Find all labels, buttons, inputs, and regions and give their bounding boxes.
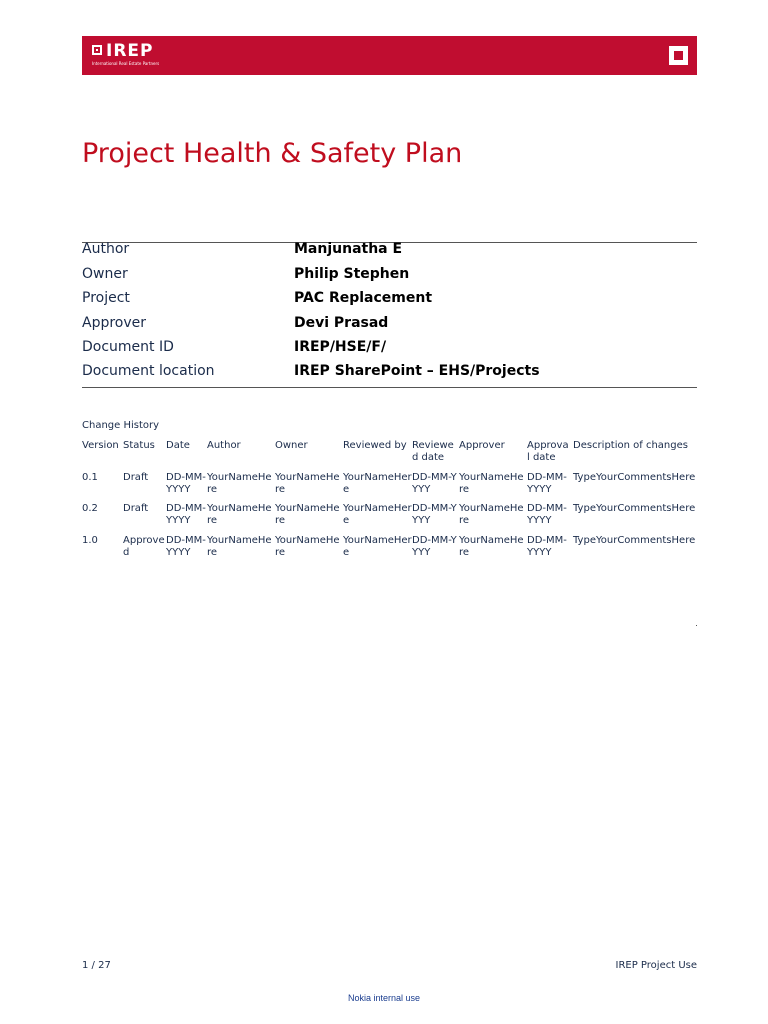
- table-header-cell: Approver: [459, 440, 505, 451]
- table-cell: YourNameHere: [459, 503, 524, 526]
- square-logo-icon: [669, 46, 688, 65]
- table-cell: TypeYourCommentsHere: [573, 535, 696, 546]
- metadata-row-project: [82, 290, 697, 314]
- metadata-value: PAC Replacement: [294, 290, 433, 306]
- table-cell: TypeYourCommentsHere: [573, 472, 696, 483]
- metadata-row-author: [82, 241, 697, 265]
- metadata-label: Approver: [82, 315, 147, 331]
- table-cell: DD-MM-YYYY: [166, 503, 206, 526]
- stray-mark: [696, 625, 697, 626]
- table-cell: YourNameHere: [275, 472, 340, 495]
- table-cell: 0.2: [82, 503, 98, 514]
- change-history-heading: Change History: [82, 420, 160, 431]
- metadata-value: Manjunatha E: [294, 241, 403, 257]
- metadata-value: IREP SharePoint – EHS/Projects: [294, 363, 540, 379]
- internal-use-label: Nokia internal use: [347, 993, 421, 1003]
- metadata-value: IREP/HSE/F/: [294, 339, 387, 355]
- logo-text: IREP: [106, 41, 154, 61]
- metadata-label: Document location: [82, 363, 215, 379]
- logo-mark-icon: [92, 45, 102, 55]
- table-cell: DD-MM-YYYY: [527, 503, 567, 526]
- document-title: Project Health & Safety Plan: [82, 138, 463, 169]
- table-header-cell: Author: [207, 440, 241, 451]
- table-cell: Draft: [123, 472, 149, 483]
- logo-tagline: International Real Estate Partners: [92, 61, 160, 66]
- metadata-label: Owner: [82, 266, 128, 282]
- table-cell: DD-MM-YYYY: [412, 535, 457, 558]
- table-cell: YourNameHere: [343, 535, 412, 558]
- table-header-cell: Version: [82, 440, 119, 451]
- metadata-label: Project: [82, 290, 130, 306]
- table-cell: YourNameHere: [459, 472, 524, 495]
- table-cell: YourNameHere: [207, 503, 272, 526]
- table-cell: DD-MM-YYYY: [527, 472, 567, 495]
- table-cell: 1.0: [82, 535, 98, 546]
- table-cell: DD-MM-YYYY: [166, 472, 206, 495]
- table-header-cell: Owner: [275, 440, 308, 451]
- table-header-cell: Description of changes: [573, 440, 688, 451]
- page-number: 1 / 27: [82, 960, 111, 971]
- table-cell: YourNameHere: [207, 535, 272, 558]
- table-cell: YourNameHere: [275, 535, 340, 558]
- table-cell: Draft: [123, 503, 149, 514]
- table-cell: YourNameHere: [275, 503, 340, 526]
- table-cell: YourNameHere: [343, 472, 412, 495]
- classification-label: IREP Project Use: [615, 960, 697, 971]
- metadata-row-owner: [82, 266, 697, 290]
- table-cell: DD-MM-YYYY: [166, 535, 206, 558]
- metadata-value: Devi Prasad: [294, 315, 389, 331]
- metadata-value: Philip Stephen: [294, 266, 410, 282]
- table-cell: Approved: [123, 535, 165, 558]
- table-cell: DD-MM-YYYY: [527, 535, 567, 558]
- header-banner: [82, 36, 697, 75]
- table-header-cell: Status: [123, 440, 155, 451]
- table-cell: TypeYourCommentsHere: [573, 503, 696, 514]
- metadata-row-approver: [82, 315, 697, 339]
- table-header-cell: Date: [166, 440, 190, 451]
- table-header-cell: Reviewed date: [412, 440, 454, 463]
- table-cell: DD-MM-YYYY: [412, 472, 457, 495]
- metadata-bottom-rule: [82, 387, 697, 388]
- table-cell: YourNameHere: [207, 472, 272, 495]
- metadata-label: Document ID: [82, 339, 174, 355]
- table-header-cell: Reviewed by: [343, 440, 407, 451]
- metadata-row-document-location: [82, 363, 697, 387]
- metadata-label: Author: [82, 241, 130, 257]
- table-cell: YourNameHere: [459, 535, 524, 558]
- table-cell: DD-MM-YYYY: [412, 503, 457, 526]
- table-cell: YourNameHere: [343, 503, 412, 526]
- table-header-cell: Approval date: [527, 440, 569, 463]
- table-cell: 0.1: [82, 472, 98, 483]
- metadata-row-document-id: [82, 339, 697, 363]
